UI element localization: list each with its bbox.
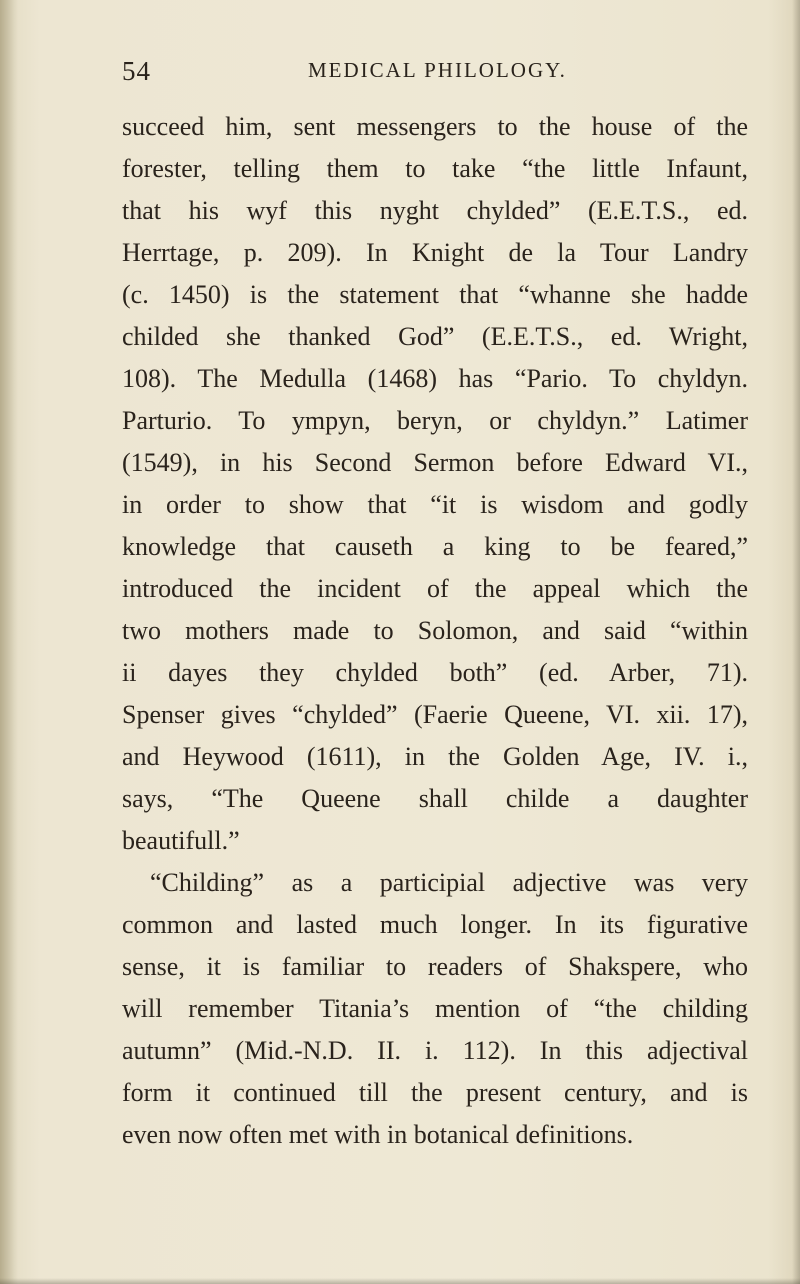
text-line: (1549), in his Second Sermon before Edward VI., xyxy=(122,448,748,477)
text-line: Herrtage, p. 209). In Knight de la Tour Landry xyxy=(122,238,748,267)
text-line: even now often met with in botanical definitions. xyxy=(122,1120,634,1149)
text-line: succeed him, sent messengers to the house of the xyxy=(122,112,748,141)
text-line: forester, telling them to take “the little Infaunt, xyxy=(122,154,748,183)
text-line: Parturio. To ympyn, beryn, or chyldyn.” Latimer xyxy=(122,406,748,435)
text-line: common and lasted much longer. In its figurative xyxy=(122,910,748,939)
text-line: “Childing” as a participial adjective was very xyxy=(150,868,748,897)
page-edge-right xyxy=(792,0,800,1284)
text-line: beautifull.” xyxy=(122,826,240,855)
body-text xyxy=(122,106,748,1156)
text-line: will remember Titania’s mention of “the childing xyxy=(122,994,748,1023)
text-line: knowledge that causeth a king to be feared,” xyxy=(122,532,748,561)
text-line: Spenser gives “chylded” (Faerie Queene, VI. xii. 17), xyxy=(122,700,748,729)
text-line: childed she thanked God” (E.E.T.S., ed. Wright, xyxy=(122,322,748,351)
page-edge-bottom xyxy=(0,1278,800,1284)
text-line: and Heywood (1611), in the Golden Age, IV. i., xyxy=(122,742,748,771)
text-line: form it continued till the present century, and is xyxy=(122,1078,748,1107)
text-line: sense, it is familiar to readers of Shakspere, who xyxy=(122,952,748,981)
running-head: MEDICAL PHILOLOGY. xyxy=(308,58,567,82)
text-line: ii dayes they chylded both” (ed. Arber, 71). xyxy=(122,658,748,687)
text-line: in order to show that “it is wisdom and godly xyxy=(122,490,748,519)
page-number: 54 xyxy=(122,56,151,86)
text-line: two mothers made to Solomon, and said “within xyxy=(122,616,748,645)
text-line: that his wyf this nyght chylded” (E.E.T.S., ed. xyxy=(122,196,748,225)
text-line: 108). The Medulla (1468) has “Pario. To chyldyn. xyxy=(122,364,748,393)
text-line: autumn” (Mid.-N.D. II. i. 112). In this adjectival xyxy=(122,1036,748,1065)
gutter-shadow xyxy=(0,0,18,1284)
text-line: introduced the incident of the appeal which the xyxy=(122,574,748,603)
text-line: says, “The Queene shall childe a daughter xyxy=(122,784,748,813)
text-line: (c. 1450) is the statement that “whanne she hadde xyxy=(122,280,748,309)
page-header xyxy=(122,56,762,96)
